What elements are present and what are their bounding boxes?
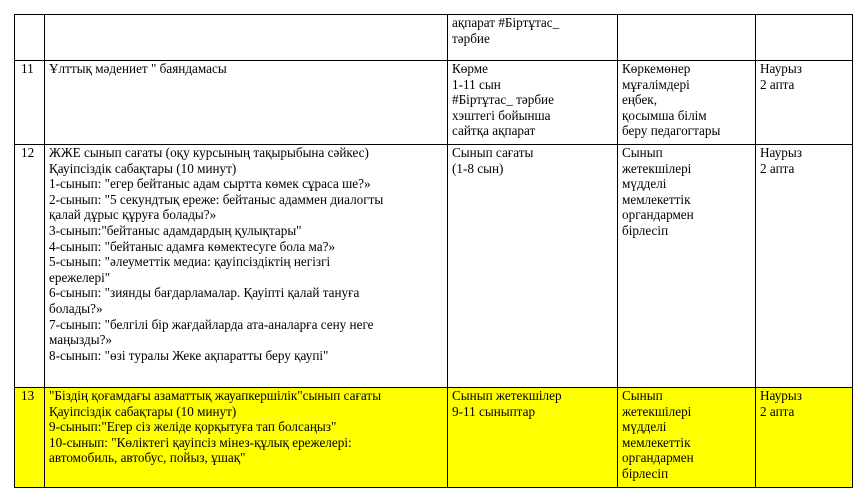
cell-line: тәрбие — [452, 30, 490, 46]
form-cell — [448, 145, 618, 388]
responsible-cell — [618, 145, 756, 388]
cell-line: сайтқа ақпарат — [452, 123, 536, 139]
cell-line: 3-сынып:"бейтаныс адамдардың қулықтары" — [49, 222, 302, 238]
cell-line: Ұлттық мәдениет " баяндамасы — [49, 61, 227, 76]
cell-line: 2 апта — [760, 403, 795, 419]
event-cell — [45, 15, 448, 61]
cell-line: беру педагогтары — [622, 123, 721, 139]
cell-line: 6-сынып: "зиянды бағдарламалар. Қауіпті қалай тануға — [49, 285, 360, 301]
responsible-cell — [618, 388, 756, 488]
cell-line: ақпарат #Біртұтас_ — [452, 15, 560, 30]
cell-line: бірлесіп — [622, 222, 669, 238]
table-row — [15, 61, 853, 145]
cell-line: 8-сынып: "өзі туралы Жеке ақпаратты беру қаупі" — [49, 347, 329, 363]
row-number — [15, 15, 45, 61]
cell-line: Көркемөнер — [622, 61, 691, 76]
cell-line: мүдделі — [622, 176, 667, 192]
responsible-cell — [618, 15, 756, 61]
cell-line: мұғалімдері — [622, 76, 690, 92]
cell-line: Сынып жетекшілер — [452, 388, 562, 403]
cell-line: Қауіпсіздік сабақтары (10 минут) — [49, 403, 237, 419]
cell-text: 13 — [21, 388, 35, 403]
cell-line: #Біртұтас_ тәрбие — [452, 92, 554, 108]
cell-line: жетекшілері — [622, 403, 692, 419]
cell-line: еңбек, — [622, 92, 658, 108]
cell-line: Наурыз — [760, 61, 802, 76]
cell-line: мүдделі — [622, 419, 667, 435]
cell-line: органдармен — [622, 207, 694, 223]
cell-line: маңызды?» — [49, 332, 113, 348]
cell-line: мемлекеттік — [622, 434, 691, 450]
table-row — [15, 15, 853, 61]
deadline-cell — [756, 15, 853, 61]
cell-line: ережелері" — [49, 269, 111, 285]
cell-line: 9-11 сыныптар — [452, 403, 536, 419]
cell-line: Сынып сағаты — [452, 145, 534, 160]
deadline-cell — [756, 145, 853, 388]
event-cell — [45, 145, 448, 388]
cell-line: 2 апта — [760, 76, 795, 92]
cell-line: мемлекеттік — [622, 191, 691, 207]
cell-line: 1-сынып: "егер бейтаныс адам сыртта көмек сұраса ше?» — [49, 176, 371, 192]
cell-line: қалай дұрыс құруға болады?» — [49, 207, 217, 223]
cell-line: хэштегі бойынша — [452, 107, 551, 123]
cell-line: жетекшілері — [622, 160, 692, 176]
cell-line: органдармен — [622, 450, 694, 466]
form-cell — [448, 388, 618, 488]
cell-line: ЖЖЕ сынып сағаты (оқу курсының тақырыбына сәйкес) — [49, 145, 369, 160]
cell-line: Көрме — [452, 61, 488, 76]
responsible-cell — [618, 61, 756, 145]
cell-line: 1-11 сын — [452, 76, 501, 92]
cell-line: қосымша білім — [622, 107, 707, 123]
cell-text: 11 — [21, 61, 34, 76]
cell-line: 10-сынып: "Көліктегі қауіпсіз мінез-құлық ережелері: — [49, 434, 352, 450]
cell-line: 2-сынып: "5 секундтық ереже: бейтаныс адаммен диалогты — [49, 191, 384, 207]
cell-line: 7-сынып: "белгілі бір жағдайларда ата-аналарға сену неге — [49, 316, 374, 332]
cell-line: Қауіпсіздік сабақтары (10 минут) — [49, 160, 237, 176]
table-row — [15, 388, 853, 488]
row-number — [15, 388, 45, 488]
deadline-cell — [756, 388, 853, 488]
plan-table — [14, 14, 853, 488]
deadline-cell — [756, 61, 853, 145]
cell-line: бірлесіп — [622, 465, 669, 481]
cell-line: 5-сынып: "әлеуметтік медиа: қауіпсіздіктің негізгі — [49, 254, 331, 270]
form-cell — [448, 15, 618, 61]
cell-line: Сынып — [622, 388, 663, 403]
cell-line: 2 апта — [760, 160, 795, 176]
cell-line: Наурыз — [760, 145, 802, 160]
cell-line: Сынып — [622, 145, 663, 160]
cell-line: автомобиль, автобус, пойыз, ұшақ" — [49, 450, 246, 466]
cell-line: "Біздің қоғамдағы азаматтық жауапкершілік"сынып сағаты — [49, 388, 382, 403]
event-cell — [45, 388, 448, 488]
table-row — [15, 145, 853, 388]
cell-line: (1-8 сын) — [452, 160, 504, 176]
row-number — [15, 145, 45, 388]
row-number — [15, 61, 45, 145]
cell-line: Наурыз — [760, 388, 802, 403]
cell-line: 9-сынып:"Егер сіз желіде қорқытуға тап болсаңыз" — [49, 419, 337, 435]
cell-text: 12 — [21, 145, 35, 160]
cell-line: 4-сынып: "бейтаныс адамға көмектесуге бола ма?» — [49, 238, 336, 254]
cell-line: болады?» — [49, 300, 103, 316]
form-cell — [448, 61, 618, 145]
event-cell — [45, 61, 448, 145]
